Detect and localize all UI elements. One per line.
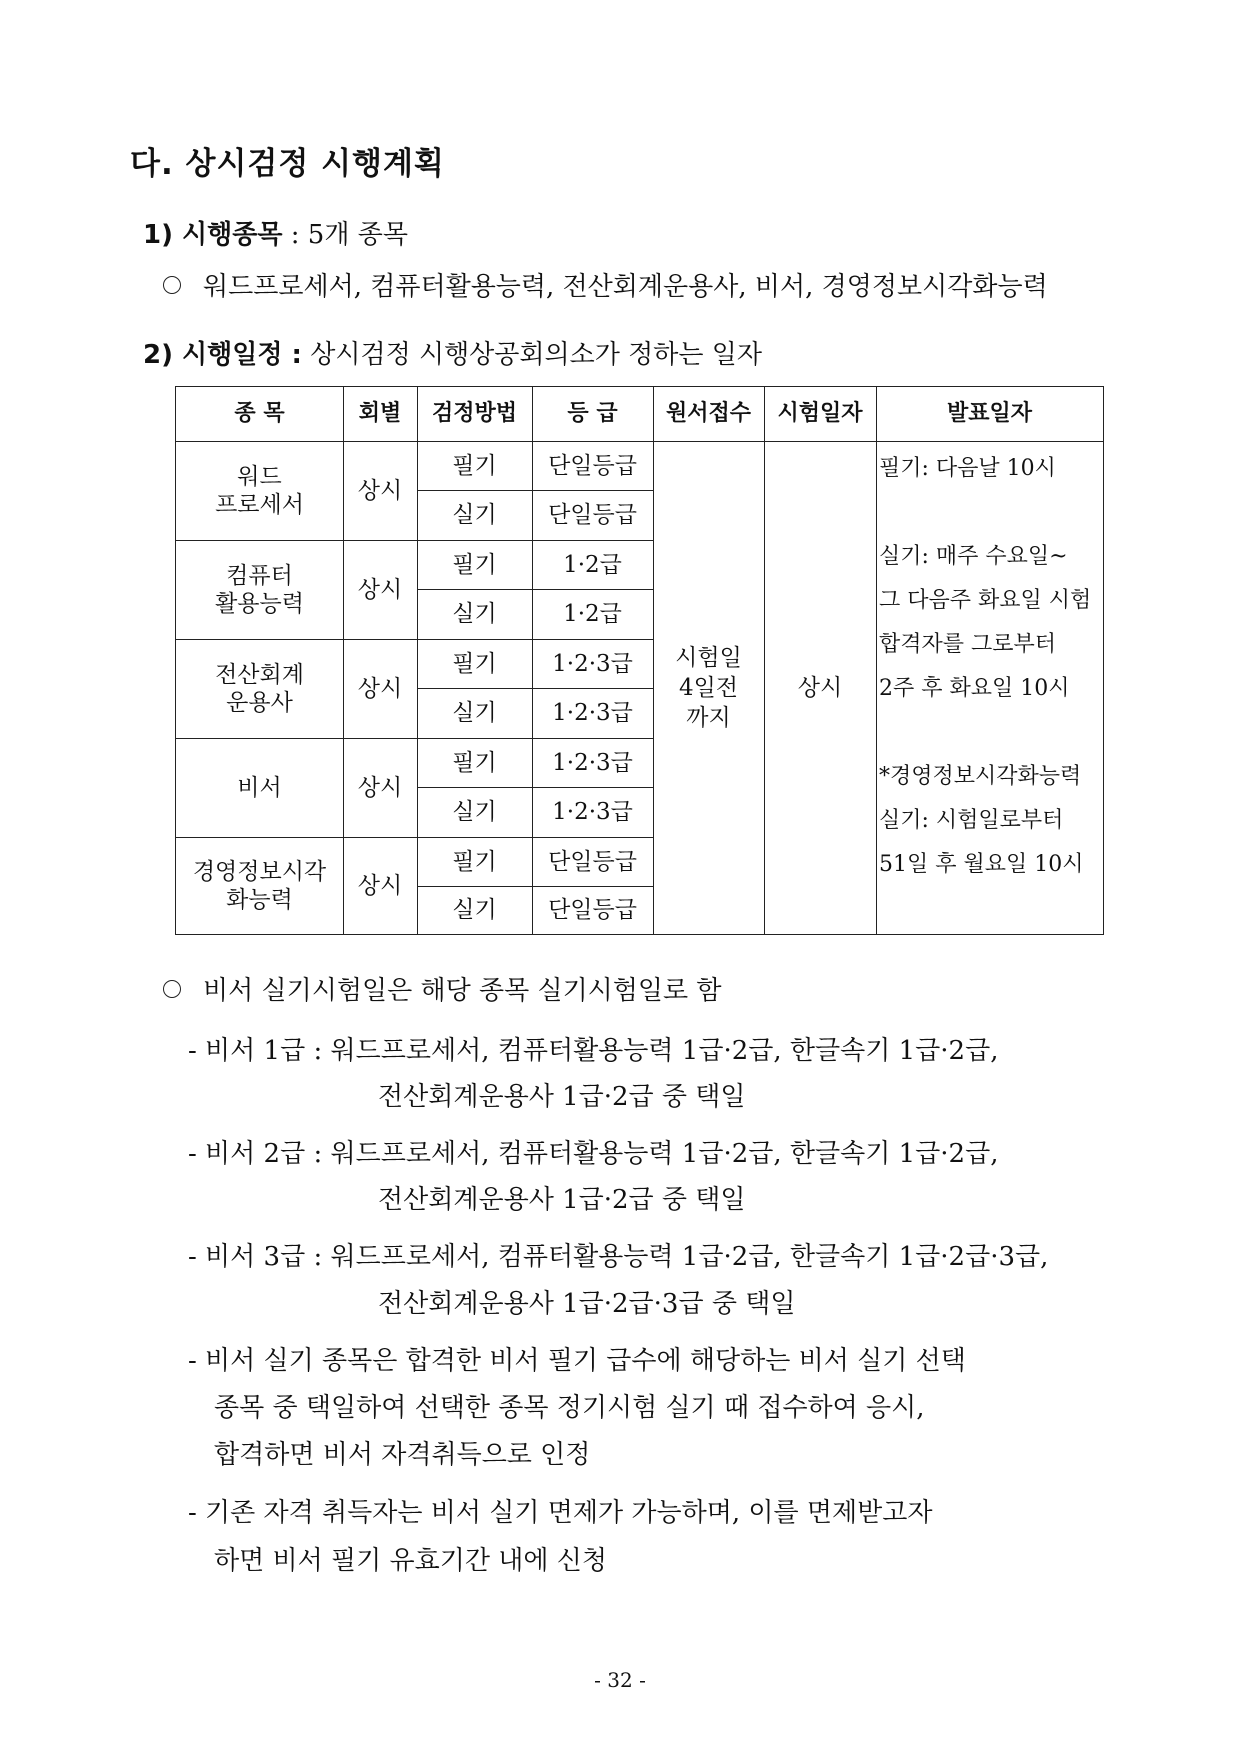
section-2 xyxy=(143,334,762,371)
table-row-grade: 1·2급 xyxy=(563,551,622,578)
table-row-subject: 워드 프로세서 xyxy=(215,463,304,518)
table-row-subject: 비서 xyxy=(237,774,282,801)
section-2-text: 상시검정 시행상공회의소가 정하는 일자 xyxy=(301,340,762,370)
note-paragraph-2-line2: 하면 비서 필기 유효기간 내에 신청 xyxy=(214,1546,607,1576)
table-row-grade: 1·2·3급 xyxy=(552,650,633,677)
circle-bullet-icon xyxy=(163,276,181,294)
table-row-grade: 단일등급 xyxy=(548,452,637,479)
exam-date: 상시 xyxy=(797,674,843,701)
table-row-grade: 단일등급 xyxy=(548,897,637,923)
header-round: 회별 xyxy=(358,401,402,426)
section-1-bullet xyxy=(163,266,1048,303)
note-grade-1-line1: - 비서 1급 : 워드프로세서, 컴퓨터활용능력 1급·2급, 한글속기 1급·2급, xyxy=(188,1036,999,1066)
notes-bullet-text: 비서 실기시험일은 해당 종목 실기시험일로 함 xyxy=(203,976,722,1006)
table-row-method: 실기 xyxy=(452,601,497,627)
schedule-table xyxy=(175,386,1104,935)
table-row-round: 상시 xyxy=(357,576,403,603)
note-grade-1-line2: 전산회계운용사 1급·2급 중 택일 xyxy=(378,1082,746,1112)
table-row-grade: 단일등급 xyxy=(548,502,637,528)
page-number: - 32 - xyxy=(594,1668,646,1692)
table-row-subject: 경영정보시각 화능력 xyxy=(192,858,327,913)
table-row-round: 상시 xyxy=(357,477,403,504)
page-heading: 다. 상시검정 시행계획 xyxy=(130,146,445,182)
table-row-grade: 1·2·3급 xyxy=(552,749,633,776)
note-grade-2-line2: 전산회계운용사 1급·2급 중 택일 xyxy=(378,1185,746,1215)
table-row-subject: 컴퓨터 활용능력 xyxy=(215,562,304,617)
header-grade: 등 급 xyxy=(567,401,618,426)
table-row-grade: 1·2·3급 xyxy=(552,799,633,825)
table-row-method: 필기 xyxy=(452,452,497,479)
table-row-round: 상시 xyxy=(357,774,403,801)
table-row-round: 상시 xyxy=(357,675,403,702)
table-row-method: 필기 xyxy=(452,551,497,578)
table-row-method: 실기 xyxy=(452,799,497,825)
notes-bullet xyxy=(163,970,722,1007)
table-row-method: 실기 xyxy=(452,897,497,923)
note-grade-3-line2: 전산회계운용사 1급·2급·3급 중 택일 xyxy=(378,1289,796,1319)
section-1-label: 1) 시행종목 xyxy=(143,220,283,250)
note-paragraph-1-line3: 합격하면 비서 자격취득으로 인정 xyxy=(214,1440,591,1470)
note-paragraph-1-line2: 종목 중 택일하여 선택한 종목 정기시험 실기 때 접수하여 응시, xyxy=(214,1393,925,1423)
table-row-method: 실기 xyxy=(452,700,497,726)
note-grade-2-line1: - 비서 2급 : 워드프로세서, 컴퓨터활용능력 1급·2급, 한글속기 1급·2급, xyxy=(188,1139,999,1169)
section-1 xyxy=(143,214,408,251)
announcement-schedule: 필기: 다음날 10시 실기: 매주 수요일~ 그 다음주 화요일 시험 합격자를 그로부터 2주 후 화요일 10시 *경영정보시각화능력 실기: 시험일로부터 51일 후 월요일 10시 xyxy=(879,456,1092,877)
header-exam-date: 시험일자 xyxy=(777,401,863,426)
table-row-grade: 단일등급 xyxy=(548,848,637,875)
note-paragraph-1-line1: - 비서 실기 종목은 합격한 비서 필기 급수에 해당하는 비서 실기 선택 xyxy=(188,1346,966,1376)
table-row-subject: 전산회계 운용사 xyxy=(215,661,304,716)
table-row-method: 필기 xyxy=(452,650,497,677)
header-method: 검정방법 xyxy=(431,401,517,426)
header-subject: 종 목 xyxy=(234,401,285,426)
table-row-grade: 1·2급 xyxy=(563,601,622,627)
table-row-method: 필기 xyxy=(452,749,497,776)
table-row-method: 실기 xyxy=(452,502,497,528)
section-1-text: : 5개 종목 xyxy=(282,220,408,250)
section-1-bullet-text: 워드프로세서, 컴퓨터활용능력, 전산회계운용사, 비서, 경영정보시각화능력 xyxy=(203,272,1048,302)
circle-bullet-icon xyxy=(163,980,181,998)
section-2-label: 2) 시행일정 : xyxy=(143,340,302,370)
header-announcement: 발표일자 xyxy=(946,401,1032,426)
header-application: 원서접수 xyxy=(665,401,751,426)
note-paragraph-2-line1: - 기존 자격 취득자는 비서 실기 면제가 가능하며, 이를 면제받고자 xyxy=(188,1498,933,1528)
application-period: 시험일 4일전 까지 xyxy=(675,644,742,731)
note-grade-3-line1: - 비서 3급 : 워드프로세서, 컴퓨터활용능력 1급·2급, 한글속기 1급·2급·3급, xyxy=(188,1242,1049,1272)
table-row-grade: 1·2·3급 xyxy=(552,700,633,726)
table-row-method: 필기 xyxy=(452,848,497,875)
table-row-round: 상시 xyxy=(357,872,403,899)
